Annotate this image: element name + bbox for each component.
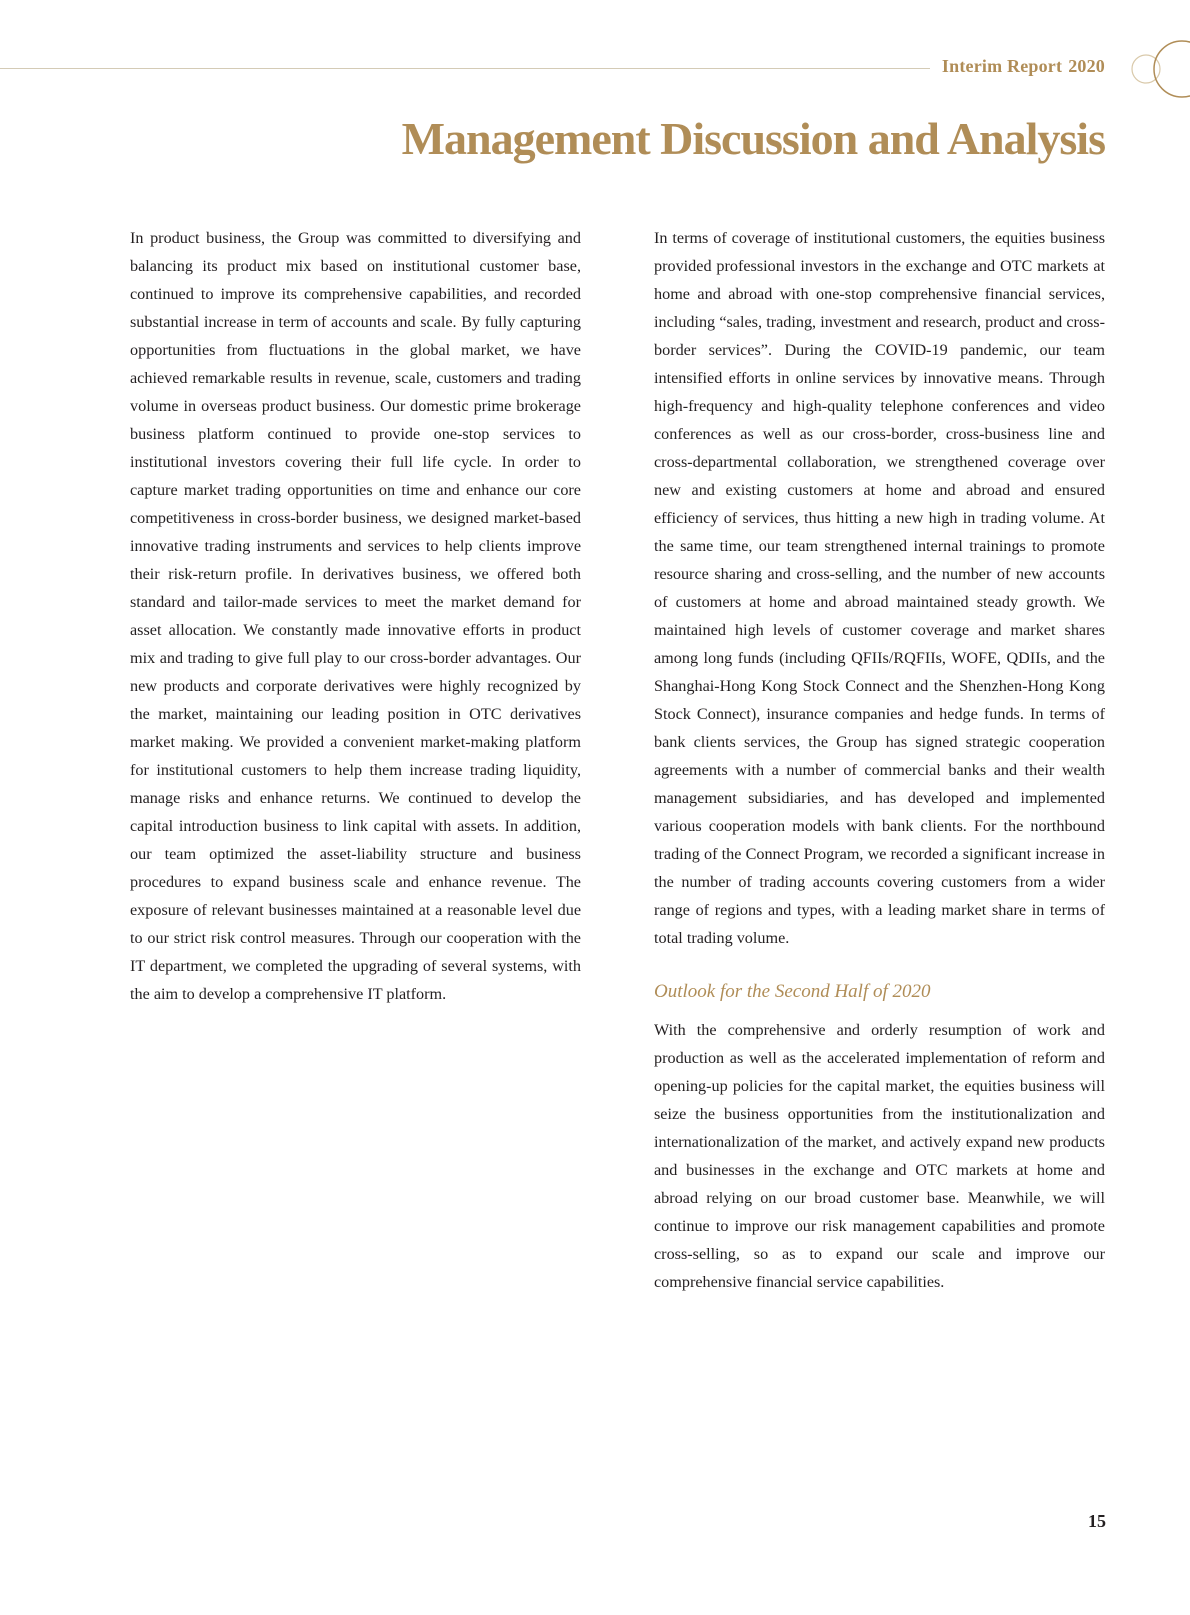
- product-business-paragraph: In product business, the Group was committed to diversifying and balancing its product mix based on institutional customer base, continued to improve its comprehensive capabilities, and recorded substantial increase in term of accounts and scale. By fully capturing opportunities from fluctuations in the global market, we have achieved remarkable results in revenue, scale, customers and trading volume in overseas product business. Our domestic prime brokerage business platform continued to provide one-stop services to institutional investors covering their full life cycle. In order to capture market trading opportunities on time and enhance our core competitiveness in cross-border business, we designed market-based innovative trading instruments and services to help clients improve their risk-return profile. In derivatives business, we offered both standard and tailor-made services to meet the market demand for asset allocation. We constantly made innovative efforts in product mix and trading to give full play to our cross-border advantages. Our new products and corporate derivatives were highly recognized by the market, maintaining our leading position in OTC derivatives market making. We provided a convenient market-making platform for institutional customers to help them increase trading liquidity, manage risks and enhance returns. We continued to develop the capital introduction business to link capital with assets. In addition, our team optimized the asset-liability structure and business procedures to expand business scale and enhance revenue. The exposure of relevant businesses maintained at a reasonable level due to our strict risk control measures. Through our cooperation with the IT department, we completed the upgrading of several systems, with the aim to develop a comprehensive IT platform.: [130, 229, 581, 1003]
- outlook-paragraph: With the comprehensive and orderly resumption of work and production as well as the accelerated implementation of reform and opening-up policies for the capital market, the equities business will seize the business opportunities from the institutionalization and internationalization of the market, and actively expand new products and businesses in the exchange and OTC markets at home and abroad relying on our broad customer base. Meanwhile, we will continue to improve our risk management capabilities and promote cross-selling, so as to expand our scale and improve our comprehensive financial service capabilities.: [654, 1021, 1105, 1291]
- running-head: [942, 56, 1105, 77]
- report-year: 2020: [1068, 56, 1105, 76]
- outlook-section-heading: Outlook for the Second Half of 2020: [654, 981, 931, 1002]
- right-column: [654, 224, 1105, 1296]
- left-column: [130, 224, 581, 1008]
- page-number: 15: [1088, 1511, 1106, 1531]
- institutional-coverage-paragraph: In terms of coverage of institutional customers, the equities business provided professional investors in the exchange and OTC markets at home and abroad with one-stop comprehensive financial services, including “sales, trading, investment and research, product and cross-border services”. During the COVID-19 pandemic, our team intensified efforts in online services by innovative means. Through high-frequency and high-quality telephone conferences and video conferences as well as our cross-border, cross-business line and cross-departmental collaboration, we strengthened coverage over new and existing customers at home and abroad and ensured efficiency of services, thus hitting a new high in trading volume. At the same time, our team strengthened internal trainings to promote resource sharing and cross-selling, and the number of new accounts of customers at home and abroad maintained steady growth. We maintained high levels of customer coverage and market shares among long funds (including QFIIs/RQFIIs, WOFE, QDIIs, and the Shanghai-Hong Kong Stock Connect and the Shenzhen-Hong Kong Stock Connect), insurance companies and hedge funds. In terms of bank clients services, the Group has signed strategic cooperation agreements with a number of commercial banks and their wealth management subsidiaries, and has developed and implemented various cooperation models with bank clients. For the northbound trading of the Connect Program, we recorded a significant increase in the number of trading accounts covering customers from a wider range of regions and types, with a leading market share in terms of total trading volume.: [654, 229, 1105, 947]
- header-rule: [0, 68, 930, 69]
- page-title: Management Discussion and Analysis: [401, 113, 1105, 164]
- report-name: Interim Report: [941, 56, 1063, 76]
- circle-ornament-icon: [1120, 40, 1190, 104]
